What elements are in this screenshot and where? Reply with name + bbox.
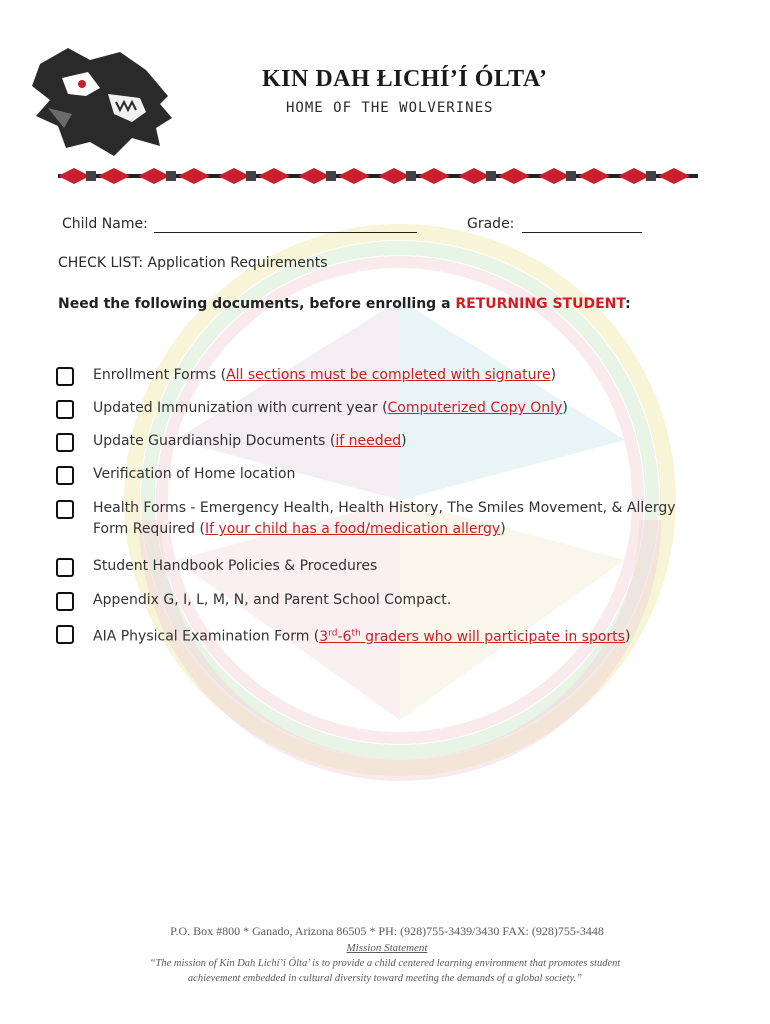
item-note: if needed bbox=[335, 433, 402, 449]
item-note: All sections must be completed with signature bbox=[226, 367, 551, 383]
mission-line-2: achievement embedded in cultural diversity toward meeting the demands of a global society.” bbox=[187, 973, 583, 984]
item-text: Update Guardianship Documents ( bbox=[93, 433, 336, 449]
item-close: ) bbox=[624, 628, 631, 645]
checkbox[interactable] bbox=[56, 500, 74, 519]
item-note: 3rd-6th graders who will participate in sports bbox=[319, 628, 625, 645]
decorative-band bbox=[58, 168, 698, 184]
requirement-suffix: : bbox=[625, 296, 631, 312]
item-text: Health Forms - Emergency Health, Health History, The Smiles Movement, & Allergy Form Required ( bbox=[93, 500, 676, 537]
grade-field[interactable] bbox=[522, 232, 642, 233]
item-close: ) bbox=[562, 400, 568, 416]
item-text: Enrollment Forms ( bbox=[93, 367, 227, 383]
item-text: Appendix G, I, L, M, N, and Parent School Compact. bbox=[93, 592, 452, 608]
school-subtitle: HOME OF THE WOLVERINES bbox=[286, 100, 494, 116]
item-close: ) bbox=[401, 433, 407, 449]
item-note: Computerized Copy Only bbox=[387, 400, 563, 416]
wolverine-mascot-icon bbox=[28, 42, 178, 162]
checkbox[interactable] bbox=[56, 625, 74, 644]
item-close: ) bbox=[550, 367, 557, 383]
checkbox[interactable] bbox=[56, 592, 74, 611]
mission-heading: Mission Statement bbox=[346, 942, 428, 954]
returning-student-highlight: RETURNING STUDENT bbox=[455, 296, 626, 312]
requirement-statement bbox=[58, 296, 631, 312]
checklist-heading: CHECK LIST: Application Requirements bbox=[58, 255, 328, 271]
item-text: Updated Immunization with current year ( bbox=[93, 400, 388, 416]
item-text: Verification of Home location bbox=[93, 466, 296, 482]
checkbox[interactable] bbox=[56, 558, 74, 577]
footer-contact: P.O. Box #800 * Ganado, Arizona 86505 * PH: (928)755-3439/3430 FAX: (928)755-3448 bbox=[170, 924, 604, 938]
school-title: KIN DAH ŁICHÍ’Í ÓLTA’ bbox=[262, 66, 548, 92]
grade-label: Grade: bbox=[467, 216, 515, 232]
mission-line-1: “The mission of Kin Dah Lichí’i Ólta’ is to provide a child centered learning environment that promotes student bbox=[149, 958, 621, 969]
checkbox[interactable] bbox=[56, 466, 74, 485]
checkbox[interactable] bbox=[56, 433, 74, 452]
item-text: Student Handbook Policies & Procedures bbox=[93, 558, 378, 574]
child-name-field[interactable] bbox=[154, 232, 417, 233]
checkbox[interactable] bbox=[56, 367, 74, 386]
item-close: ) bbox=[500, 521, 506, 537]
requirement-prefix: Need the following documents, before enrolling a bbox=[58, 296, 451, 312]
item-text: AIA Physical Examination Form ( bbox=[93, 628, 320, 645]
checkbox[interactable] bbox=[56, 400, 74, 419]
child-name-label: Child Name: bbox=[62, 216, 148, 232]
item-note: If your child has a food/medication allergy bbox=[204, 521, 501, 537]
